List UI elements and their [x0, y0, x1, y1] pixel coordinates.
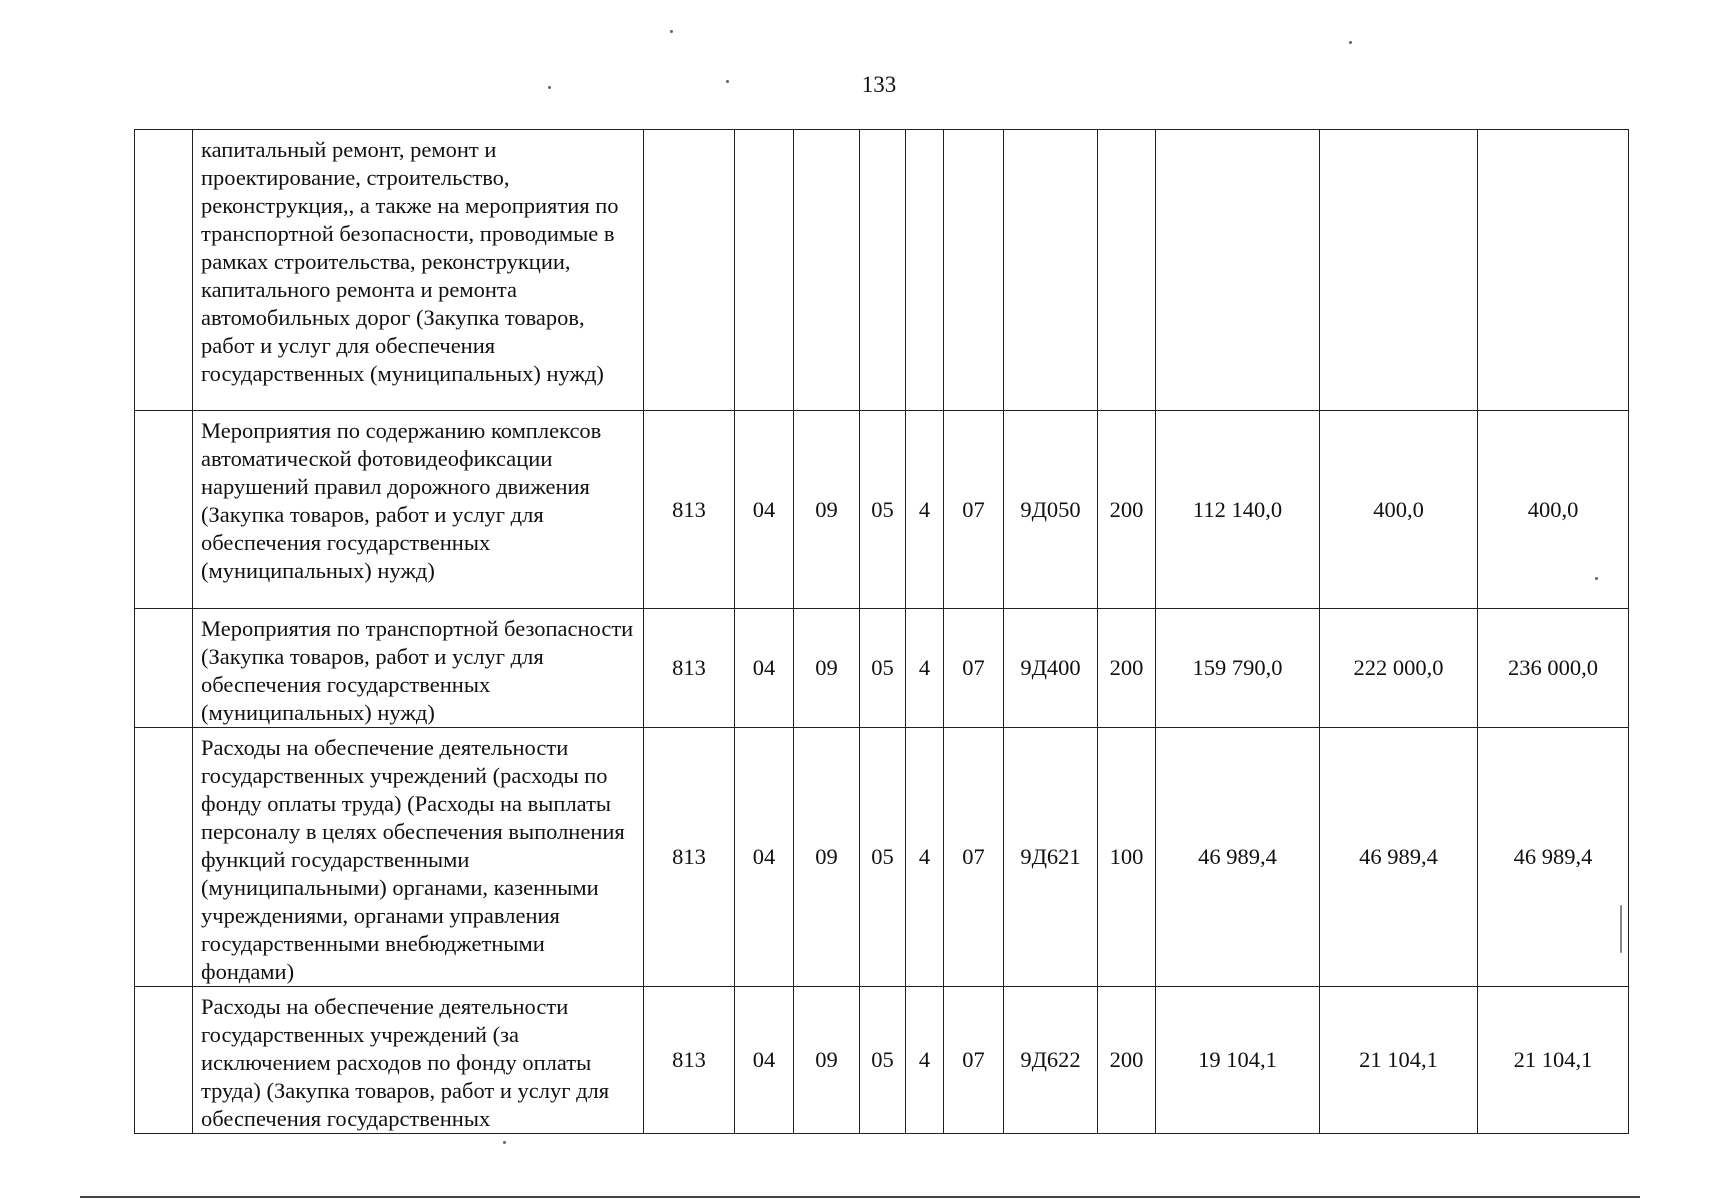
ministry-code-cell: 813	[644, 728, 735, 987]
amount-2-cell: 21 104,1	[1320, 987, 1478, 1134]
event-code-cell: 07	[944, 411, 1004, 609]
program-code-cell	[860, 130, 906, 411]
section-code-cell	[735, 130, 794, 411]
expense-type-cell: 200	[1098, 987, 1156, 1134]
section-code-cell: 04	[735, 609, 794, 728]
direction-code-cell	[1004, 130, 1098, 411]
scan-speck	[1595, 577, 1598, 580]
subprogram-code-cell: 4	[906, 609, 944, 728]
direction-code-cell: 9Д400	[1004, 609, 1098, 728]
expense-type-cell: 200	[1098, 609, 1156, 728]
direction-code-cell: 9Д621	[1004, 728, 1098, 987]
event-code-cell: 07	[944, 987, 1004, 1134]
expense-type-cell: 200	[1098, 411, 1156, 609]
amount-2-cell: 400,0	[1320, 411, 1478, 609]
amount-3-cell: 46 989,4	[1478, 728, 1629, 987]
scan-speck	[670, 30, 673, 33]
bottom-edge-line	[80, 1196, 1640, 1198]
description-cell: Расходы на обеспечение деятельности государственных учреждений (расходы по фонду оплаты труда) (Расходы на выплаты персоналу в целях обеспечения выполнения функций государственными (муниципальными) органами, казенными учреждениями, органами управления государственными внебюджетными фондами)	[193, 728, 644, 987]
amount-1-cell: 46 989,4	[1156, 728, 1320, 987]
amount-3-cell: 21 104,1	[1478, 987, 1629, 1134]
description-cell: капитальный ремонт, ремонт и проектирование, строительство, реконструкция,, а также на мероприятия по транспортной безопасности, проводимые в рамках строительства, реконструкции, капитального ремонта и ремонта автомобильных дорог (Закупка товаров, работ и услуг для обеспечения государственных (муниципальных) нужд)	[193, 130, 644, 411]
amount-2-cell: 46 989,4	[1320, 728, 1478, 987]
scan-speck	[1349, 41, 1352, 44]
table-row	[135, 130, 1629, 411]
event-code-cell: 07	[944, 728, 1004, 987]
section-code-cell: 04	[735, 728, 794, 987]
budget-table	[134, 129, 1629, 1134]
amount-1-cell	[1156, 130, 1320, 411]
subsection-code-cell: 09	[794, 609, 860, 728]
amount-1-cell: 19 104,1	[1156, 987, 1320, 1134]
direction-code-cell: 9Д050	[1004, 411, 1098, 609]
amount-3-cell: 236 000,0	[1478, 609, 1629, 728]
amount-2-cell	[1320, 130, 1478, 411]
expense-type-cell	[1098, 130, 1156, 411]
program-code-cell: 05	[860, 728, 906, 987]
description-cell: Расходы на обеспечение деятельности государственных учреждений (за исключением расходов по фонду оплаты труда) (Закупка товаров, работ и услуг для обеспечения государственных	[193, 987, 644, 1134]
description-cell: Мероприятия по транспортной безопасности (Закупка товаров, работ и услуг для обеспечения государственных (муниципальных) нужд)	[193, 609, 644, 728]
scan-speck	[503, 1141, 506, 1144]
scan-speck	[1620, 905, 1622, 953]
amount-2-cell: 222 000,0	[1320, 609, 1478, 728]
row-number-cell	[135, 609, 193, 728]
table-row	[135, 411, 1629, 609]
table-row	[135, 987, 1629, 1134]
program-code-cell: 05	[860, 411, 906, 609]
ministry-code-cell: 813	[644, 987, 735, 1134]
event-code-cell	[944, 130, 1004, 411]
page-number: 133	[861, 72, 897, 97]
expense-type-cell: 100	[1098, 728, 1156, 987]
row-number-cell	[135, 411, 193, 609]
subsection-code-cell: 09	[794, 987, 860, 1134]
amount-1-cell: 159 790,0	[1156, 609, 1320, 728]
ministry-code-cell: 813	[644, 609, 735, 728]
direction-code-cell: 9Д622	[1004, 987, 1098, 1134]
event-code-cell: 07	[944, 609, 1004, 728]
table-row	[135, 609, 1629, 728]
amount-3-cell	[1478, 130, 1629, 411]
scan-speck	[548, 86, 551, 89]
section-code-cell: 04	[735, 411, 794, 609]
program-code-cell: 05	[860, 609, 906, 728]
subsection-code-cell: 09	[794, 411, 860, 609]
scan-speck	[726, 80, 729, 83]
subprogram-code-cell: 4	[906, 987, 944, 1134]
row-number-cell	[135, 130, 193, 411]
section-code-cell: 04	[735, 987, 794, 1134]
subsection-code-cell	[794, 130, 860, 411]
subsection-code-cell: 09	[794, 728, 860, 987]
description-cell: Мероприятия по содержанию комплексов автоматической фотовидеофиксации нарушений правил дорожного движения (Закупка товаров, работ и услуг для обеспечения государственных (муниципальных) нужд)	[193, 411, 644, 609]
subprogram-code-cell: 4	[906, 411, 944, 609]
subprogram-code-cell	[906, 130, 944, 411]
program-code-cell: 05	[860, 987, 906, 1134]
row-number-cell	[135, 728, 193, 987]
amount-3-cell: 400,0	[1478, 411, 1629, 609]
subprogram-code-cell: 4	[906, 728, 944, 987]
ministry-code-cell: 813	[644, 411, 735, 609]
row-number-cell	[135, 987, 193, 1134]
amount-1-cell: 112 140,0	[1156, 411, 1320, 609]
table-row	[135, 728, 1629, 987]
ministry-code-cell	[644, 130, 735, 411]
